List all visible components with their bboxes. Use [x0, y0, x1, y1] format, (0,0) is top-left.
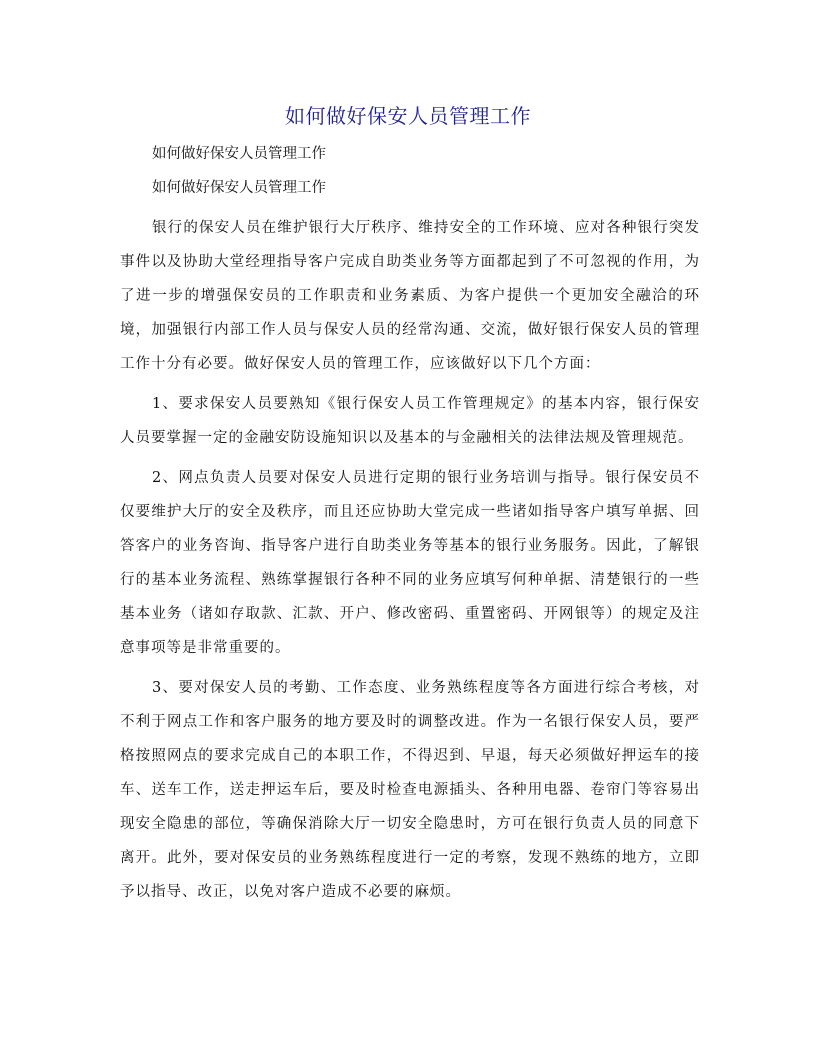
- point-3-paragraph: 3、要对保安人员的考勤、工作态度、业务熟练程度等各方面进行综合考核，对不利于网点工作和客户服务的地方要及时的调整改进。作为一名银行保安人员，要严格按照网点的要求完成自己的本职工作，不得迟到、早退，每天必须做好押运车的接车、送车工作，送走押运车后，要及时检查电源插头、各种用电器、卷帘门等容易出现安全隐患的部位，等确保消除大厅一切安全隐患时，方可在银行负责人员的同意下离开。此外，要对保安员的业务熟练程度进行一定的考察，发现不熟练的地方，立即予以指导、改正，以免对客户造成不必要的麻烦。: [120, 680, 700, 900]
- point-2-paragraph: 2、网点负责人员要对保安人员进行定期的银行业务培训与指导。银行保安员不仅要维护大厅的安全及秩序，而且还应协助大堂完成一些诸如指导客户填写单据、回答客户的业务咨询、指导客户进行自助类业务等基本的银行业务服务。因此，了解银行的基本业务流程、熟练掌握银行各种不同的业务应填写何种单据、清楚银行的一些基本业务（诸如存取款、汇款、开户、修改密码、重置密码、开网银等）的规定及注意事项等是非常重要的。: [120, 470, 700, 656]
- document-subtitle: 如何做好保安人员管理工作: [152, 180, 326, 196]
- intro-paragraph: 银行的保安人员在维护银行大厅秩序、维持安全的工作环境、应对各种银行突发事件以及协助大堂经理指导客户完成自助类业务等方面都起到了不可忽视的作用，为了进一步的增强保安员的工作职责和业务素质、为客户提供一个更加安全融洽的环境，加强银行内部工作人员与保安人员的经常沟通、交流，做好银行保安人员的管理工作十分有必要。做好保安人员的管理工作，应该做好以下几个方面：: [120, 220, 700, 372]
- document-body: [120, 137, 700, 909]
- document-subtitle: 如何做好保安人员管理工作: [152, 146, 326, 162]
- document-title: 如何做好保安人员管理工作: [285, 104, 531, 128]
- point-1-paragraph: 1、要求保安人员要熟知《银行保安人员工作管理规定》的基本内容，银行保安人员要掌握一定的金融安防设施知识以及基本的与金融相关的法律法规及管理规范。: [120, 396, 700, 446]
